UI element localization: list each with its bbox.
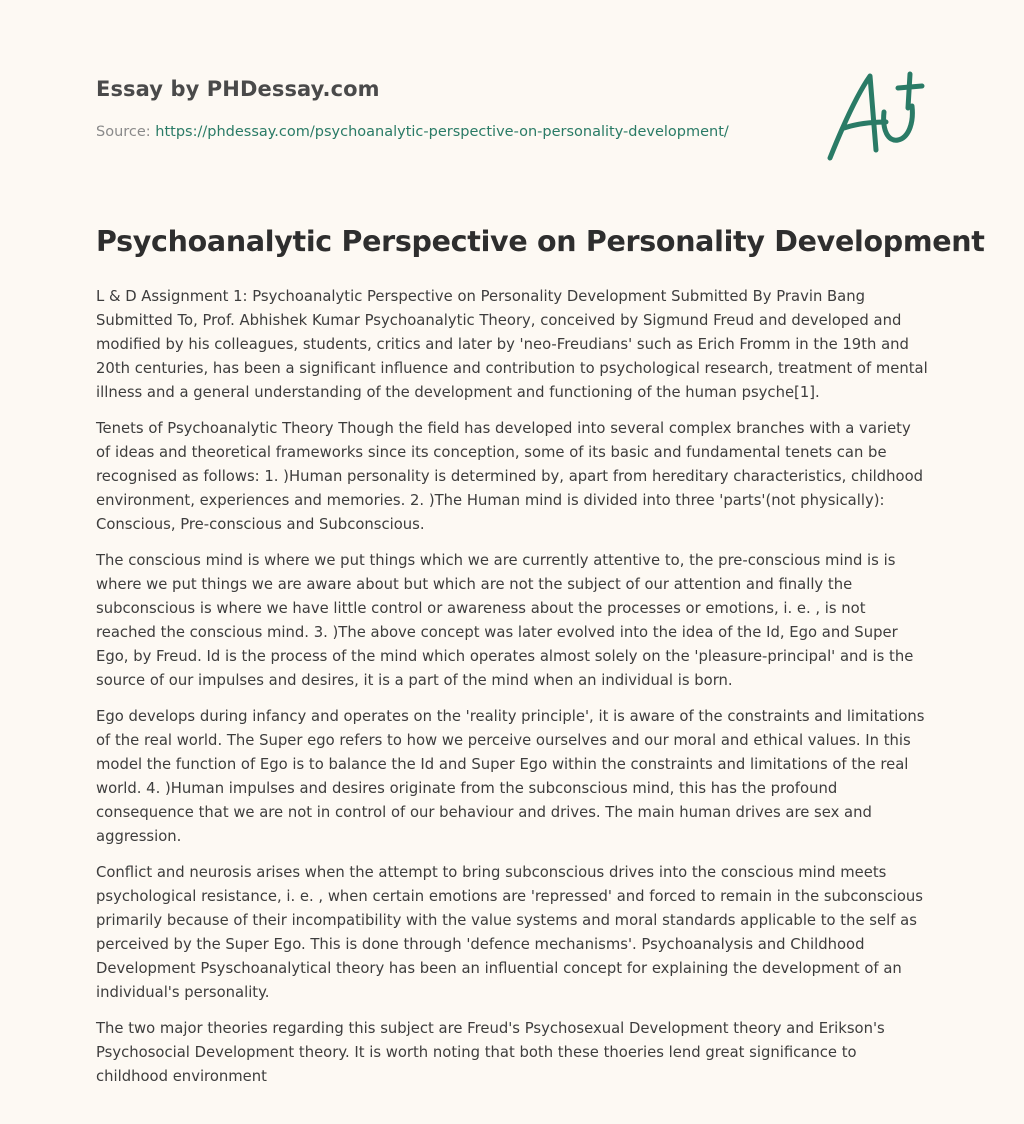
paragraph: The two major theories regarding this subject are Freud's Psychosexual Development theory and Erikson's Psychosocial Development theory. It is worth noting that both these thoeries lend great significance to childhood environment	[96, 1020, 885, 1085]
site-brand: Essay by PHDessay.com	[96, 77, 380, 101]
essay-title: Psychoanalytic Perspective on Personality Development	[96, 225, 985, 258]
paragraph: Conflict and neurosis arises when the attempt to bring subconscious drives into the conscious mind meets psychological resistance, i. e. , when certain emotions are 'repressed' and forced to remain in the subconscious primarily because of their incompatibility with the value systems and moral standards applicable to the self as perceived by the Super Ego. This is done through 'defence mechanisms'. Psychoanalysis and Childhood Development Psyschoanalytical theory has been an influential concept for explaining the development of an individual's personality.	[96, 864, 924, 1001]
essay-body	[96, 285, 928, 1101]
paragraph: Tenets of Psychoanalytic Theory Though the field has developed into several complex branches with a variety of ideas and theoretical frameworks since its conception, some of its basic and fundamental tenets can be recognised as follows: 1. )Human personality is determined by, apart from hereditary characteristics, childhood environment, experiences and memories. 2. )The Human mind is divided into three 'parts'(not physically): Conscious, Pre-conscious and Subconscious.	[96, 420, 924, 533]
source-link[interactable]: https://phdessay.com/psychoanalytic-perspective-on-personality-development/	[155, 124, 729, 140]
source-line	[96, 124, 729, 140]
a-plus-grade-icon	[826, 66, 930, 166]
paragraph: Ego develops during infancy and operates on the 'reality principle', it is aware of the constraints and limitations of the real world. The Super ego refers to how we perceive ourselves and our moral and ethical values. In this model the function of Ego is to balance the Id and Super Ego within the constraints and limitations of the real world. 4. )Human impulses and desires originate from the subconscious mind, this has the profound consequence that we are not in control of our behaviour and drives. The main human drives are sex and aggression.	[96, 708, 925, 845]
source-label: Source:	[96, 124, 156, 140]
paragraph: L & D Assignment 1: Psychoanalytic Perspective on Personality Development Submitted By Pravin Bang Submitted To, Prof. Abhishek Kumar Psychoanalytic Theory, conceived by Sigmund Freud and developed and modified by his colleagues, students, critics and later by 'neo-Freudians' such as Erich Fromm in the 19th and 20th centuries, has been a significant influence and contribution to psychological research, treatment of mental illness and a general understanding of the development and functioning of the human psyche[1].	[96, 288, 928, 401]
paragraph: The conscious mind is where we put things which we are currently attentive to, the pre-conscious mind is is where we put things we are aware about but which are not the subject of our attention and finally the subconscious is where we have little control or awareness about the processes or emotions, i. e. , is not reached the conscious mind. 3. )The above concept was later evolved into the idea of the Id, Ego and Super Ego, by Freud. Id is the process of the mind which operates almost solely on the 'pleasure-principal' and is the source of our impulses and desires, it is a part of the mind when an individual is born.	[96, 552, 914, 689]
